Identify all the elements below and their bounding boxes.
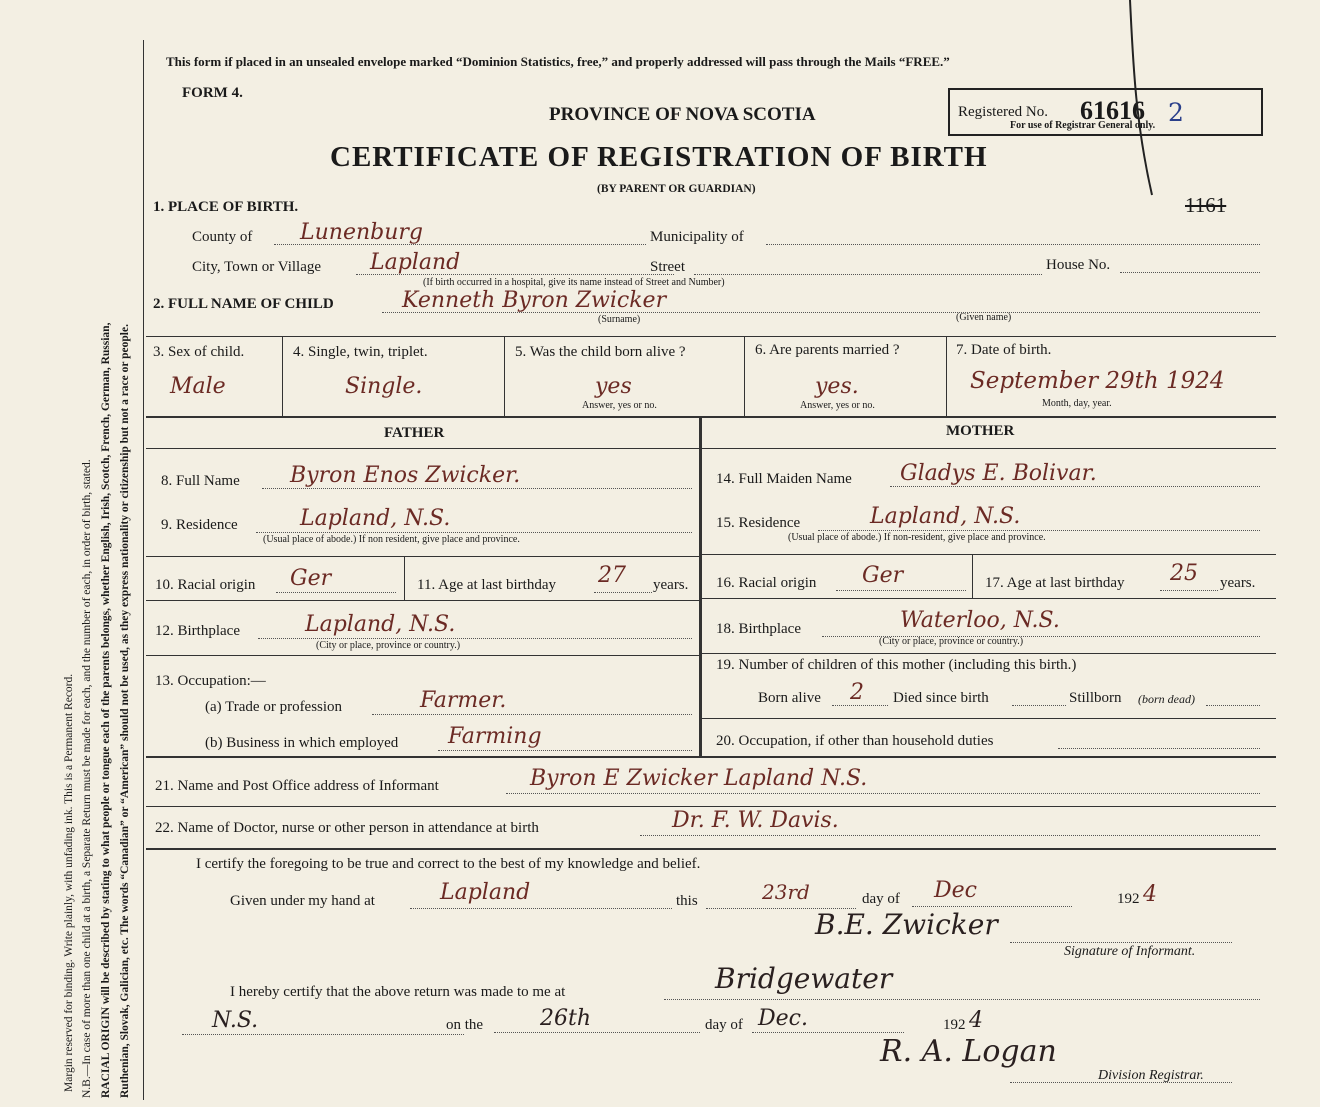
father-res-value: Lapland, N.S. bbox=[300, 506, 451, 531]
father-age-value: 27 bbox=[598, 563, 626, 588]
father-name-value: Byron Enos Zwicker. bbox=[290, 463, 521, 488]
day-value: 23rd bbox=[762, 880, 810, 904]
attendant-label: 22. Name of Doctor, nurse or other person in attendance at birth bbox=[155, 820, 539, 836]
return-place-value: Bridgewater bbox=[715, 962, 893, 995]
father-res-note: (Usual place of abode.) If non resident, give place and province. bbox=[263, 534, 520, 545]
on-day-value: 26th bbox=[540, 1006, 592, 1031]
mother-res-line bbox=[818, 530, 1260, 531]
surname-note: (Surname) bbox=[598, 314, 641, 325]
signature-line bbox=[1010, 942, 1232, 943]
hospital-note: (If birth occurred in a hospital, give its name instead of Street and Number) bbox=[423, 277, 725, 288]
father-race-line bbox=[276, 592, 396, 593]
row3-divider-3 bbox=[744, 336, 745, 416]
prov-value: N.S. bbox=[212, 1008, 259, 1033]
year2-prefix: 192 bbox=[943, 1017, 966, 1033]
mother-rule-3 bbox=[702, 653, 1276, 654]
father-age-divider bbox=[404, 556, 405, 600]
province-heading: PROVINCE OF NOVA SCOTIA bbox=[549, 104, 816, 125]
child-name-value: Kenneth Byron Zwicker bbox=[402, 288, 667, 313]
dob-note: Month, day, year. bbox=[1042, 398, 1112, 409]
mother-children-label: 19. Number of children of this mother (including this birth.) bbox=[716, 657, 1077, 673]
return-place-line bbox=[664, 999, 1260, 1000]
day-of-label: day of bbox=[862, 891, 900, 907]
father-res-line bbox=[256, 532, 692, 533]
mother-occ-line bbox=[1058, 748, 1260, 749]
certificate-title: CERTIFICATE OF REGISTRATION OF BIRTH bbox=[330, 141, 988, 173]
return-label: I hereby certify that the above return was made to me at bbox=[230, 984, 566, 1000]
registrar-signature: R. A. Logan bbox=[880, 1034, 1057, 1069]
dob-label: 7. Date of birth. bbox=[956, 342, 1052, 358]
parents-top-rule bbox=[146, 416, 1276, 418]
father-age-line bbox=[594, 592, 652, 593]
father-heading: FATHER bbox=[384, 425, 445, 441]
parents-bottom-rule bbox=[146, 756, 1276, 758]
year2-value: 4 bbox=[969, 1008, 983, 1033]
mother-age-value: 25 bbox=[1170, 561, 1198, 586]
street-label: Street bbox=[650, 259, 685, 275]
mother-race-label: 16. Racial origin bbox=[716, 575, 817, 591]
married-label: 6. Are parents married ? bbox=[755, 342, 900, 358]
street-line bbox=[694, 274, 1042, 275]
mother-race-line bbox=[836, 590, 966, 591]
certify-statement: I certify the foregoing to be true and correct to the best of my knowledge and belief. bbox=[196, 856, 701, 872]
attendant-value: Dr. F. W. Davis. bbox=[672, 808, 839, 833]
mother-age-label: 17. Age at last birthday bbox=[985, 575, 1125, 591]
alive-value: yes bbox=[595, 374, 632, 399]
row3-divider-1 bbox=[282, 336, 283, 416]
died-label: Died since birth bbox=[893, 690, 989, 706]
father-rule-2 bbox=[146, 600, 699, 601]
mother-occ-label: 20. Occupation, if other than household duties bbox=[716, 733, 994, 749]
form-number: FORM 4. bbox=[182, 85, 243, 101]
registered-number: 61616 bbox=[1080, 96, 1145, 125]
informant-signature: B.E. Zwicker bbox=[815, 908, 998, 941]
mother-rule-2 bbox=[702, 598, 1276, 599]
mother-rule-4 bbox=[702, 718, 1276, 719]
mother-birth-value: Waterloo, N.S. bbox=[900, 608, 1060, 633]
father-trade-line bbox=[372, 714, 692, 715]
this-label: this bbox=[676, 893, 698, 909]
signature-label: Signature of Informant. bbox=[1064, 944, 1196, 959]
stillborn-label: Stillborn bbox=[1069, 690, 1122, 706]
given-name-note: (Given name) bbox=[956, 312, 1012, 323]
father-birth-note: (City or place, province or country.) bbox=[316, 640, 461, 651]
father-occ-label: 13. Occupation:— bbox=[155, 673, 266, 689]
margin-line bbox=[143, 40, 144, 1100]
married-value: yes. bbox=[815, 374, 859, 399]
father-biz-line bbox=[438, 750, 692, 751]
mother-res-label: 15. Residence bbox=[716, 515, 801, 531]
born-alive-line bbox=[832, 705, 888, 706]
father-biz-value: Farming bbox=[448, 724, 542, 749]
single-value: Single. bbox=[345, 374, 423, 399]
registered-number-hw: 2 bbox=[1168, 98, 1184, 127]
side-note-4: Ruthenian, Slovak, Galician, etc. The words “Canadian” or “American” should not be used, as they express nationality or citizenship but not a race or people. bbox=[119, 324, 131, 1098]
place-of-birth-heading: 1. PLACE OF BIRTH. bbox=[153, 199, 299, 215]
mother-res-note: (Usual place of abode.) If non-resident, give place and province. bbox=[788, 532, 1046, 543]
informant-value: Byron E Zwicker Lapland N.S. bbox=[530, 766, 868, 791]
mail-notice: This form if placed in an unsealed envelope marked “Dominion Statistics, free,” and properly addressed will pass through the Mails “FREE.” bbox=[166, 54, 950, 69]
mother-birth-note: (City or place, province or country.) bbox=[879, 636, 1024, 647]
stillborn-line bbox=[1206, 705, 1260, 706]
child-name-label: 2. FULL NAME OF CHILD bbox=[153, 296, 334, 312]
father-res-label: 9. Residence bbox=[161, 517, 238, 533]
father-race-label: 10. Racial origin bbox=[155, 577, 256, 593]
born-alive-label: Born alive bbox=[758, 690, 821, 706]
municipality-label: Municipality of bbox=[650, 229, 744, 245]
month-value: Dec bbox=[934, 878, 977, 903]
day-of-label-2: day of bbox=[705, 1017, 743, 1033]
mother-race-value: Ger bbox=[862, 563, 904, 588]
side-note-1: Margin reserved for binding. Write plainly, with unfading ink. This is a Permanent Record. bbox=[63, 673, 75, 1092]
row3-divider-4 bbox=[946, 336, 947, 416]
rule-22 bbox=[146, 848, 1276, 850]
row3-divider-2 bbox=[504, 336, 505, 416]
city-label: City, Town or Village bbox=[192, 259, 322, 275]
house-line bbox=[1120, 272, 1260, 273]
attendant-line bbox=[640, 835, 1260, 836]
city-value: Lapland bbox=[370, 250, 461, 275]
county-value: Lunenburg bbox=[300, 220, 423, 245]
parents-divider bbox=[699, 418, 702, 756]
father-age-label: 11. Age at last birthday bbox=[417, 577, 556, 593]
on-day-line bbox=[494, 1032, 700, 1033]
father-race-value: Ger bbox=[290, 566, 332, 591]
father-birth-value: Lapland, N.S. bbox=[305, 612, 456, 637]
mother-age-line bbox=[1160, 590, 1218, 591]
father-years-label: years. bbox=[653, 577, 689, 593]
struck-number: 1161 bbox=[1185, 193, 1227, 217]
dob-value: September 29th 1924 bbox=[970, 368, 1225, 394]
married-note: Answer, yes or no. bbox=[800, 400, 875, 411]
father-name-line bbox=[262, 488, 692, 489]
year-prefix: 192 bbox=[1117, 891, 1140, 907]
given-place-line bbox=[410, 908, 672, 909]
father-birth-label: 12. Birthplace bbox=[155, 623, 240, 639]
month2-value: Dec. bbox=[758, 1006, 808, 1031]
house-label: House No. bbox=[1046, 257, 1111, 273]
on-the-label: on the bbox=[446, 1017, 484, 1033]
mother-name-label: 14. Full Maiden Name bbox=[716, 471, 852, 487]
mother-birth-label: 18. Birthplace bbox=[716, 621, 801, 637]
registered-label: Registered No. bbox=[958, 104, 1048, 120]
mother-years-label: years. bbox=[1220, 575, 1256, 591]
informant-line bbox=[506, 793, 1260, 794]
certificate-subtitle: (BY PARENT OR GUARDIAN) bbox=[597, 183, 756, 195]
father-birth-line bbox=[258, 638, 692, 639]
father-rule-3 bbox=[146, 655, 699, 656]
rule-21 bbox=[146, 806, 1276, 807]
mother-name-line bbox=[890, 486, 1260, 487]
alive-label: 5. Was the child born alive ? bbox=[515, 344, 686, 360]
informant-label: 21. Name and Post Office address of Informant bbox=[155, 778, 439, 794]
mother-age-divider bbox=[972, 554, 973, 598]
given-label: Given under my hand at bbox=[230, 893, 375, 909]
side-note-2: N.B.—In case of more than one child at a birth, a Separate Return must be made for each, and the number of each, in order of birth, stated. bbox=[81, 459, 93, 1098]
month2-line bbox=[752, 1032, 904, 1033]
father-trade-value: Farmer. bbox=[420, 688, 507, 713]
born-alive-value: 2 bbox=[850, 680, 864, 705]
father-biz-label: (b) Business in which employed bbox=[205, 735, 399, 751]
year-value: 4 bbox=[1143, 882, 1157, 907]
sex-value: Male bbox=[170, 374, 226, 399]
parents-head-rule bbox=[146, 448, 1276, 449]
mother-rule-1 bbox=[702, 554, 1276, 555]
father-trade-label: (a) Trade or profession bbox=[205, 699, 343, 715]
registrar-label: Division Registrar. bbox=[1098, 1068, 1204, 1083]
stillborn-note: (born dead) bbox=[1138, 692, 1195, 706]
prov-line bbox=[182, 1034, 464, 1035]
father-rule-1 bbox=[146, 556, 699, 557]
county-label: County of bbox=[192, 229, 253, 245]
row3-top-rule bbox=[146, 336, 1276, 337]
died-line bbox=[1012, 705, 1066, 706]
mother-res-value: Lapland, N.S. bbox=[870, 504, 1021, 529]
sex-label: 3. Sex of child. bbox=[153, 344, 245, 360]
month-line bbox=[912, 906, 1072, 907]
municipality-line bbox=[766, 244, 1260, 245]
given-place-value: Lapland bbox=[440, 880, 531, 905]
mother-name-value: Gladys E. Bolivar. bbox=[900, 461, 1097, 486]
father-name-label: 8. Full Name bbox=[161, 473, 240, 489]
alive-note: Answer, yes or no. bbox=[582, 400, 657, 411]
mother-heading: MOTHER bbox=[946, 423, 1015, 439]
single-label: 4. Single, twin, triplet. bbox=[293, 344, 428, 360]
registrar-use-note: For use of Registrar General only. bbox=[1010, 120, 1156, 131]
side-note-3: RACIAL ORIGIN will be described by stating to what people or tongue each of the parents belongs, whether English, Irish, Scotch, French, German, Russian, bbox=[100, 322, 112, 1098]
pen-stroke bbox=[1100, 0, 1160, 200]
